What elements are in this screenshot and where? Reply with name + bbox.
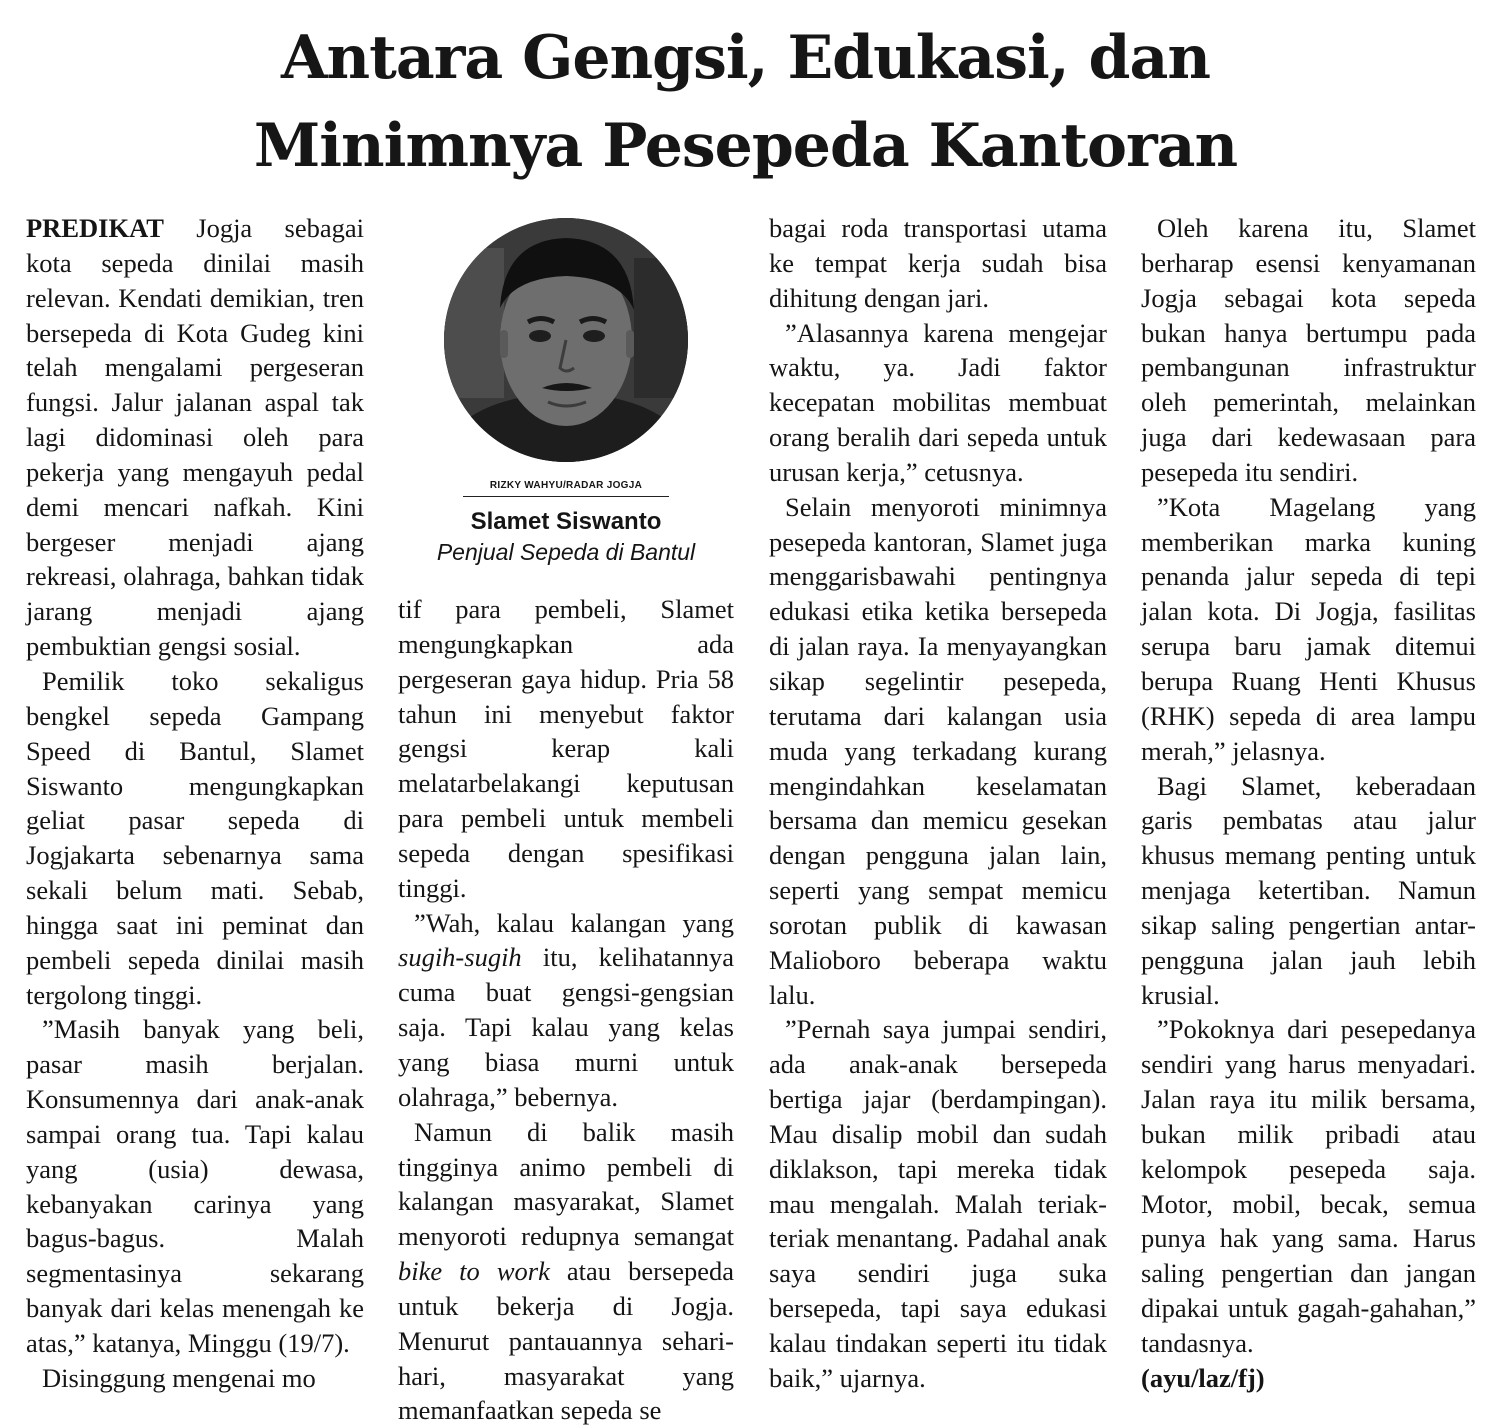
paragraph-6-text-b: atau bersepeda untuk bekerja di Jogja. Menurut pantauannya sehari-hari, masyarakat yang memanfaatkan sepeda se xyxy=(398,1256,735,1426)
paragraph-6-text-a: Namun di balik masih tingginya animo pembeli di kalangan masyarakat, Slamet menyoroti redupnya semangat xyxy=(398,1116,734,1252)
lead-word: PREDIKAT xyxy=(26,213,164,243)
headline-line-1: Antara Gengsi, Edukasi, dan xyxy=(280,23,1211,93)
paragraph-6-italic: bike to work xyxy=(398,1256,550,1287)
paragraph-6 xyxy=(398,1115,734,1428)
article-column-2 xyxy=(398,592,734,1428)
paragraph-5 xyxy=(398,906,734,1115)
photo-caption-name: Slamet Siswanto xyxy=(470,508,662,535)
author-signature: (ayu/laz/fj) xyxy=(1141,1362,1265,1393)
paragraph-7: ”Alasannya karena mengejar waktu, ya. Jadi faktor kecepatan mobilitas membuat orang beralih dari sepeda untuk urusan kerja,” cetusnya. xyxy=(769,317,1107,487)
paragraph-5-text-b: itu, kelihatannya cuma buat gengsi-gengsian saja. Tapi kalau yang kelas yang biasa murni untuk olahraga,” bebernya. xyxy=(398,942,734,1112)
paragraph-13: ”Pokoknya dari pesepedanya sendiri yang harus menyadari. Jalan raya itu milik bersama, bukan milik pribadi atau kelompok pesepeda saja. Motor, mobil, becak, semua punya hak yang sama. Harus saling pengertian dan jangan dipakai untuk gagah-gahahan,” tandasnya. xyxy=(1141,1014,1476,1358)
paragraph-6-continued: bagai roda transportasi utama ke tempat kerja sudah bisa dihitung dengan jari. xyxy=(769,213,1107,313)
photo-block xyxy=(396,212,736,578)
credit-divider xyxy=(463,496,669,497)
paragraph-3: ”Masih banyak yang beli, pasar masih berjalan. Konsumennya dari anak-anak sampai orang tua. Tapi kalau yang (usia) dewasa, kebanyakan carinya yang bagus-bagus. Malah segmentasinya sekarang banyak dari kelas menengah ke atas,” katanya, Minggu (19/7). xyxy=(26,1014,364,1358)
paragraph-4-continued: tif para pembeli, Slamet mengungkapkan ada pergeseran gaya hidup. Pria 58 tahun ini menyebut faktor gengsi kerap kali melatarbelakangi keputusan para pembeli untuk membeli sepeda dengan spesifikasi tinggi. xyxy=(398,594,734,903)
paragraph-10: Oleh karena itu, Slamet berharap esensi kenyamanan Jogja sebagai kota sepeda bukan hanya bertumpu pada pembangunan infrastruktur oleh pemerintah, melainkan juga dari kedewasaan para pesepeda itu sendiri. xyxy=(1141,213,1476,487)
article-column-4 xyxy=(1141,211,1476,1396)
paragraph-9: ”Pernah saya jumpai sendiri, ada anak-anak bersepeda bertiga jajar (berdampingan). Mau disalip mobil dan sudah diklakson, tapi mereka tidak mau mengalah. Malah teriak-teriak menantang. Padahal anak saya sendiri juga suka bersepeda, tapi saya edukasi kalau tindakan seperti itu tidak baik,” ujarnya. xyxy=(769,1014,1107,1393)
paragraph-11: ”Kota Magelang yang memberikan marka kuning penanda jalur sepeda di tepi jalan kota. Di Jogja, fasilitas serupa baru jamak ditemui berupa Ruang Henti Khusus (RHK) sepeda di area lampu merah,” jelasnya. xyxy=(1141,491,1476,766)
paragraph-12: Bagi Slamet, keberadaan garis pembatas atau jalur khusus memang penting untuk menjaga ketertiban. Namun sikap saling pengertian antar-pengguna jalan jauh lebih krusial. xyxy=(1141,770,1476,1010)
photo-caption-role: Penjual Sepeda di Bantul xyxy=(436,539,696,565)
paragraph-8: Selain menyoroti minimnya pesepeda kantoran, Slamet juga menggarisbawahi pentingnya edukasi etika ketika bersepeda di jalan raya. Ia menyayangkan sikap segelintir pesepeda, terutama dari kalangan usia muda yang terkadang kurang mengindahkan keselamatan bersama dan memicu gesekan dengan pengguna jalan lain, seperti yang sempat memicu sorotan publik di kawasan Malioboro beberapa waktu lalu. xyxy=(769,491,1107,1010)
paragraph-4-start: Disinggung mengenai mo xyxy=(42,1362,316,1393)
paragraph-1 xyxy=(26,211,364,664)
photo-credit: RIZKY WAHYU/RADAR JOGJA xyxy=(489,480,643,491)
article-column-1 xyxy=(26,211,364,1396)
paragraph-2: Pemilik toko sekaligus bengkel sepeda Gampang Speed di Bantul, Slamet Siswanto mengungkapkan geliat pasar sepeda di Jogjakarta sebenarnya sama sekali belum mati. Sebab, hingga saat ini peminat dan pembeli sepeda dinilai masih tergolong tinggi. xyxy=(26,665,364,1010)
portrait-photo xyxy=(444,218,688,462)
paragraph-1-text: Jogja sebagai kota sepeda dinilai masih relevan. Kendati demikian, tren bersepeda di Kota Gudeg kini telah mengalami pergeseran fungsi. Jalur jalanan aspal tak lagi didominasi oleh para pekerja yang mengayuh pedal demi mencari nafkah. Kini bergeser menjadi ajang rekreasi, olahraga, bahkan tidak jarang menjadi ajang pembuktian gengsi sosial. xyxy=(26,213,364,662)
paragraph-5-italic: sugih-sugih xyxy=(398,942,522,973)
headline xyxy=(0,14,1491,190)
paragraph-5-text-a: ”Wah, kalau kalangan yang xyxy=(414,907,734,938)
article-column-3 xyxy=(769,211,1107,1396)
headline-line-2: Minimnya Pesepeda Kantoran xyxy=(253,111,1238,181)
